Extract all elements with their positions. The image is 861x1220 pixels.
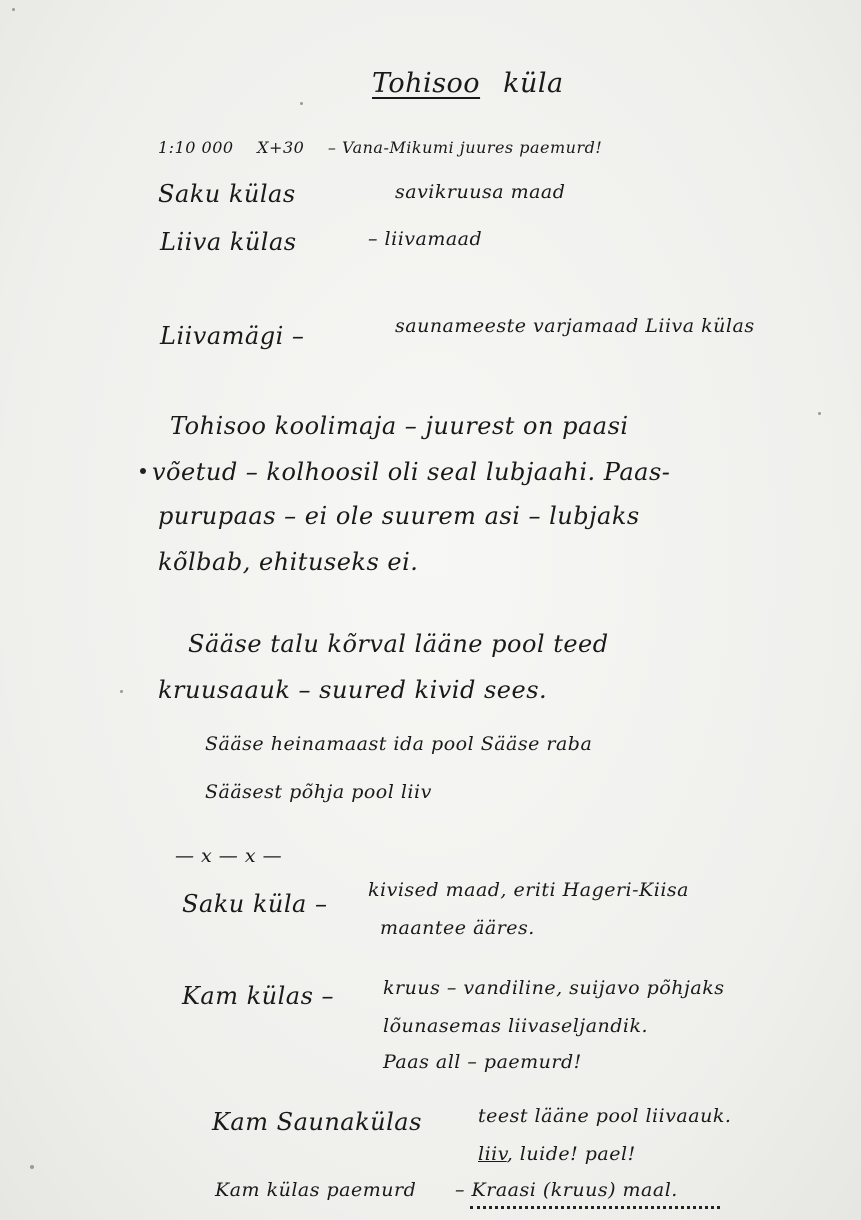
dotted-underline (470, 1206, 720, 1209)
kam-kulas-right-3: Paas all – paemurd! (383, 1051, 582, 1073)
line-saku-right: savikruusa maad (395, 181, 566, 203)
kam-saunakulas-right-2 (478, 1140, 636, 1168)
kam-saunakulas-right-1: teest lääne pool liivaauk. (478, 1105, 732, 1127)
title-village-name: Tohisoo (372, 68, 481, 99)
scale-line (158, 134, 602, 162)
para1-line-3: purupaas – ei ole suurem asi – lubjaks (158, 502, 640, 530)
kam-kulas-right-2: lõunasemas liivaseljandik. (383, 1015, 649, 1037)
map-reference: X+30 (257, 138, 305, 157)
saku-kula-right-2: maantee ääres. (380, 917, 535, 939)
line-liivamagi-right: saunameeste varjamaad Liiva külas (395, 315, 755, 337)
para2-small-line-2: Sääsest põhja pool liiv (205, 781, 432, 803)
line-liivamagi-left: Liivamägi – (160, 322, 305, 350)
para2-line-2: kruusaauk – suured kivid sees. (158, 676, 548, 704)
paper-speck (818, 412, 821, 415)
title-village-word: küla (503, 68, 564, 99)
para2-small-line-1: Sääse heinamaast ida pool Sääse raba (205, 733, 593, 755)
last-line-right: – Kraasi (kruus) maal. (455, 1179, 678, 1201)
para1-line-4: kõlbab, ehituseks ei. (158, 548, 419, 576)
paper-speck (120, 690, 123, 693)
para1-line-2: võetud – kolhoosil oli seal lubjaahi. Paas- (152, 458, 671, 486)
scale-note: – Vana-Mikumi juures paemurd! (327, 138, 603, 157)
last-line-left: Kam külas paemurd (215, 1179, 417, 1201)
line-liiva-right: – liivamaad (368, 228, 483, 250)
liiv-underlined: liiv (478, 1143, 507, 1165)
margin-bullet (140, 468, 146, 474)
page-title (372, 70, 564, 98)
section-separator: — x — x — (175, 845, 283, 867)
line-saku-left: Saku külas (158, 180, 296, 208)
luide-pael: , luide! pael! (506, 1143, 636, 1165)
kam-kulas-right-1: kruus – vandiline, suijavo põhjaks (383, 977, 725, 999)
paper-speck (12, 8, 15, 11)
line-liiva-left: Liiva külas (160, 228, 297, 256)
para2-line-1: Sääse talu kõrval lääne pool teed (188, 630, 609, 658)
saku-kula-left: Saku küla – (182, 890, 328, 918)
paper-speck (300, 102, 303, 105)
map-scale: 1:10 000 (158, 138, 234, 157)
kam-saunakulas-left: Kam Saunakülas (212, 1108, 422, 1136)
para1-line-1: Tohisoo koolimaja – juurest on paasi (170, 412, 629, 440)
saku-kula-right-1: kivised maad, eriti Hageri-Kiisa (368, 879, 689, 901)
kam-kulas-left: Kam külas – (182, 982, 335, 1010)
paper-speck (30, 1165, 34, 1169)
